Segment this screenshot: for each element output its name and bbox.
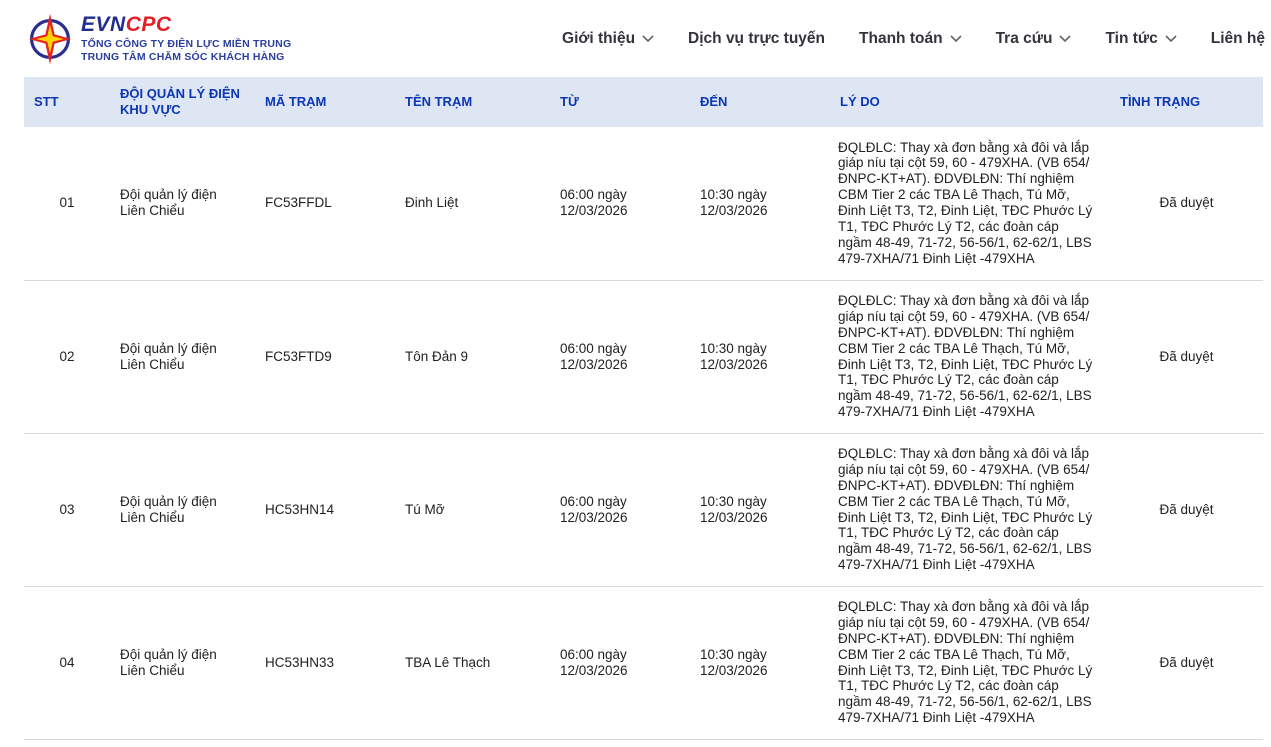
column-header-ly-do: LÝ DO (830, 77, 1110, 127)
nav-item-lien-he[interactable]: Liên hệ (1210, 29, 1265, 47)
cell-doi-quan-ly: Đội quản lý điện Liên Chiểu (110, 586, 255, 739)
top-header (0, 0, 1271, 77)
table-header-row (24, 77, 1263, 127)
cell-tinh-trang: Đã duyệt (1110, 127, 1263, 280)
cell-den: 10:30 ngày 12/03/2026 (690, 433, 830, 586)
cell-ten-tram: Tú Mỡ (395, 433, 550, 586)
evn-star-logo-icon (27, 9, 73, 69)
column-header-tu: TỪ (550, 77, 690, 127)
cell-tu: 06:00 ngày 12/03/2026 (550, 127, 690, 280)
cell-doi-quan-ly: Đội quản lý điện Liên Chiểu (110, 433, 255, 586)
logo-wordmark: EVNCPC (81, 13, 172, 37)
column-header-stt: STT (24, 77, 110, 127)
nav-item-dich-vu-truc-tuyen[interactable]: Dịch vụ trực tuyến (688, 29, 826, 47)
cell-ten-tram: Tôn Đản 9 (395, 280, 550, 433)
nav-item-tin-tuc[interactable]: Tin tức (1105, 30, 1176, 48)
table-row (24, 433, 1263, 586)
cell-stt: 01 (24, 127, 110, 280)
column-header-tinh-trang: TÌNH TRẠNG (1110, 77, 1263, 127)
cell-tinh-trang: Đã duyệt (1110, 280, 1263, 433)
chevron-down-icon (1059, 35, 1071, 43)
cell-tinh-trang: Đã duyệt (1110, 433, 1263, 586)
cell-ly-do: ĐQLĐLC: Thay xà đơn bằng xà đôi và lắp giáp níu tại cột 59, 60 - 479XHA. (VB 654/ĐNPC-KT+AT). ĐDVĐLĐN: Thí nghiệm CBM Tier 2 các TBA Lê Thạch, Tú Mỡ, Đinh Liệt T3, T2, Đinh Liệt, TĐC Phước Lý T1, TĐC Phước Lý T2, các đoàn cáp ngầm 48-49, 71-72, 56-56/1, 62-62/1, LBS 479-7XHA/71 Đinh Liệt -479XHA (830, 280, 1110, 433)
main-nav (562, 30, 1266, 48)
cell-stt: 03 (24, 433, 110, 586)
column-header-doi-quan-ly: ĐỘI QUẢN LÝ ĐIỆN KHU VỰC (110, 77, 255, 127)
evncpc-logo[interactable] (27, 9, 291, 69)
chevron-down-icon (950, 35, 962, 43)
cell-doi-quan-ly: Đội quản lý điện Liên Chiểu (110, 127, 255, 280)
cell-ma-tram: FC53FFDL (255, 127, 395, 280)
cell-doi-quan-ly: Đội quản lý điện Liên Chiểu (110, 280, 255, 433)
chevron-down-icon (642, 35, 654, 43)
cell-tu: 06:00 ngày 12/03/2026 (550, 280, 690, 433)
column-header-ma-tram: MÃ TRẠM (255, 77, 395, 127)
chevron-down-icon (1165, 35, 1177, 43)
cell-ten-tram: TBA Lê Thạch (395, 586, 550, 739)
cell-tu: 06:00 ngày 12/03/2026 (550, 433, 690, 586)
brand-subtitle-1: TỔNG CÔNG TY ĐIỆN LỰC MIỀN TRUNG (81, 37, 292, 50)
cell-ten-tram: Đinh Liệt (395, 127, 550, 280)
nav-item-thanh-toan[interactable]: Thanh toán (859, 30, 962, 48)
nav-item-gioi-thieu[interactable]: Giới thiệu (562, 30, 654, 48)
column-header-ten-tram: TÊN TRẠM (395, 77, 550, 127)
cell-ly-do: ĐQLĐLC: Thay xà đơn bằng xà đôi và lắp giáp níu tại cột 59, 60 - 479XHA. (VB 654/ĐNPC-KT+AT). ĐDVĐLĐN: Thí nghiệm CBM Tier 2 các TBA Lê Thạch, Tú Mỡ, Đinh Liệt T3, T2, Đinh Liệt, TĐC Phước Lý T1, TĐC Phước Lý T2, các đoàn cáp ngầm 48-49, 71-72, 56-56/1, 62-62/1, LBS 479-7XHA/71 Đinh Liệt -479XHA (830, 127, 1110, 280)
cell-tinh-trang: Đã duyệt (1110, 586, 1263, 739)
table-row (24, 127, 1263, 280)
cell-stt: 02 (24, 280, 110, 433)
cell-ma-tram: HC53HN14 (255, 433, 395, 586)
cell-den: 10:30 ngày 12/03/2026 (690, 127, 830, 280)
outage-schedule-table (24, 77, 1263, 740)
cell-tu: 06:00 ngày 12/03/2026 (550, 586, 690, 739)
cell-ly-do: ĐQLĐLC: Thay xà đơn bằng xà đôi và lắp giáp níu tại cột 59, 60 - 479XHA. (VB 654/ĐNPC-KT+AT). ĐDVĐLĐN: Thí nghiệm CBM Tier 2 các TBA Lê Thạch, Tú Mỡ, Đinh Liệt T3, T2, Đinh Liệt, TĐC Phước Lý T1, TĐC Phước Lý T2, các đoàn cáp ngầm 48-49, 71-72, 56-56/1, 62-62/1, LBS 479-7XHA/71 Đinh Liệt -479XHA (830, 433, 1110, 586)
cell-ly-do: ĐQLĐLC: Thay xà đơn bằng xà đôi và lắp giáp níu tại cột 59, 60 - 479XHA. (VB 654/ĐNPC-KT+AT). ĐDVĐLĐN: Thí nghiệm CBM Tier 2 các TBA Lê Thạch, Tú Mỡ, Đinh Liệt T3, T2, Đinh Liệt, TĐC Phước Lý T1, TĐC Phước Lý T2, các đoàn cáp ngầm 48-49, 71-72, 56-56/1, 62-62/1, LBS 479-7XHA/71 Đinh Liệt -479XHA (830, 586, 1110, 739)
cell-ma-tram: HC53HN33 (255, 586, 395, 739)
table-row (24, 280, 1263, 433)
nav-item-tra-cuu[interactable]: Tra cứu (996, 30, 1072, 48)
cell-den: 10:30 ngày 12/03/2026 (690, 586, 830, 739)
cell-stt: 04 (24, 586, 110, 739)
table-row (24, 586, 1263, 739)
cell-ma-tram: FC53FTD9 (255, 280, 395, 433)
cell-den: 10:30 ngày 12/03/2026 (690, 280, 830, 433)
column-header-den: ĐẾN (690, 77, 830, 127)
brand-subtitle-2: TRUNG TÂM CHĂM SÓC KHÁCH HÀNG (81, 51, 285, 64)
